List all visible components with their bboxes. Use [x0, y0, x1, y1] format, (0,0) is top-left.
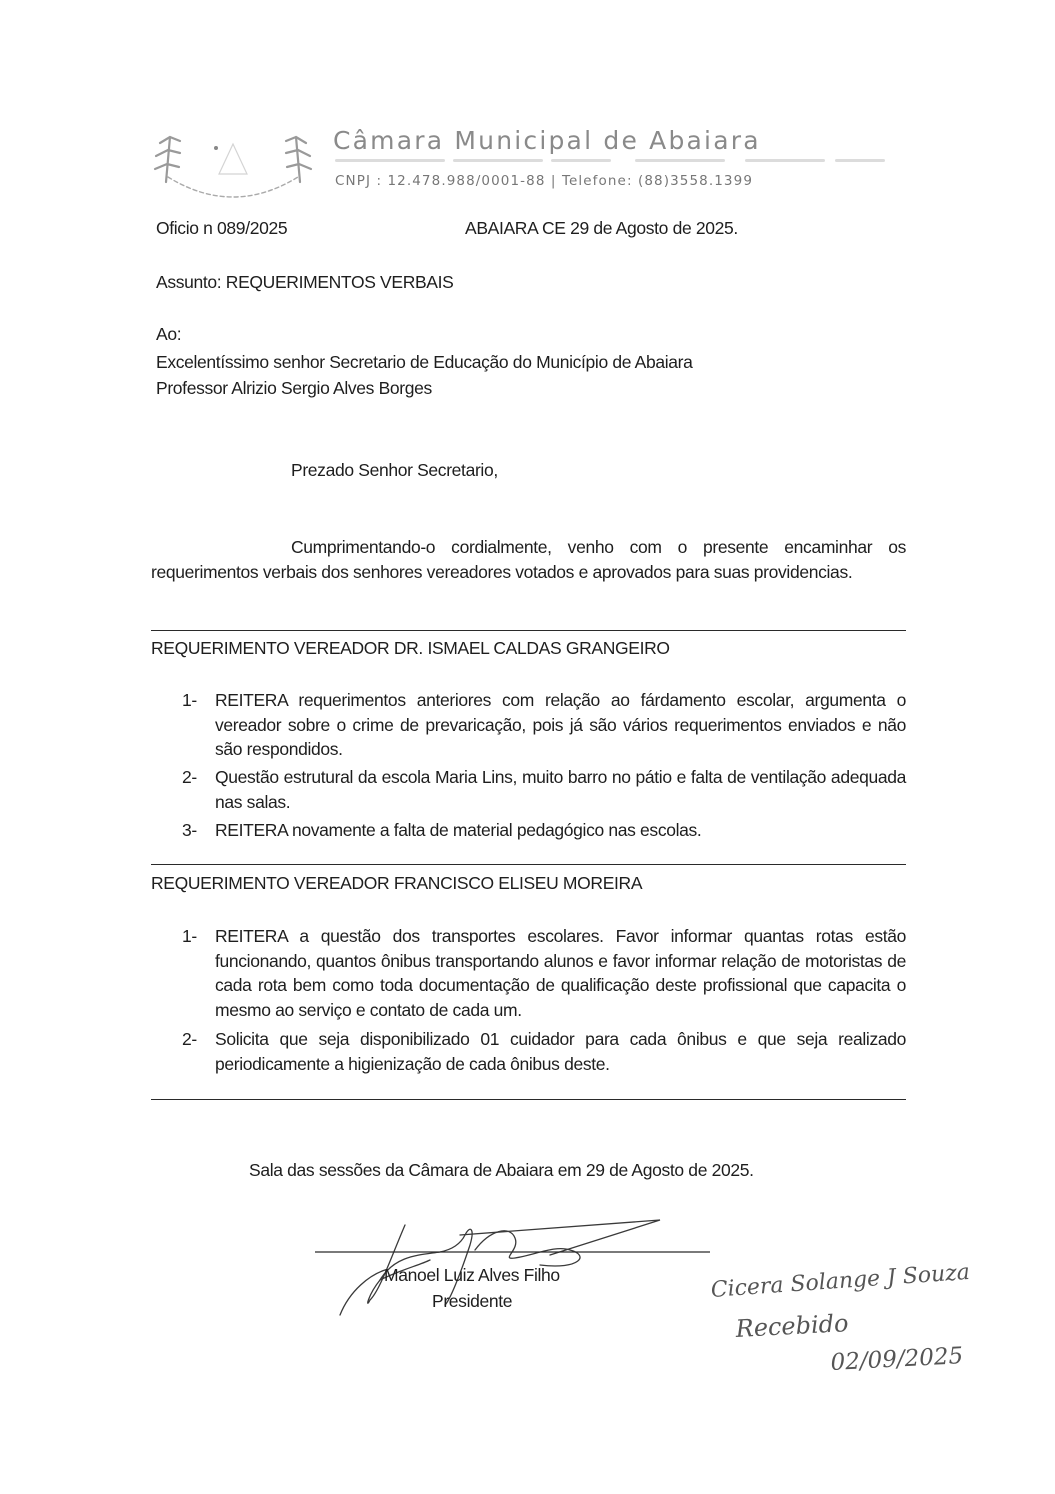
- coat-of-arms-logo-icon: [148, 122, 318, 202]
- section-divider: [151, 1099, 906, 1100]
- request-item: [182, 1027, 906, 1076]
- section-heading: REQUERIMENTO VEREADOR FRANCISCO ELISEU MOREIRA: [151, 873, 643, 893]
- receipt-status: Recebido: [735, 1309, 850, 1343]
- item-number: 2-: [182, 1029, 197, 1049]
- receipt-receiver: Cicera Solange J Souza: [710, 1259, 971, 1303]
- organization-contact: CNPJ : 12.478.988/0001-88 | Telefone: (88)3558.1399: [335, 173, 754, 189]
- item-text: Questão estrutural da escola Maria Lins, muito barro no pátio e falta de ventilação adequada nas salas.: [215, 767, 906, 812]
- session-line: Sala das sessões da Câmara de Abaiara em 29 de Agosto de 2025.: [249, 1160, 754, 1180]
- request-item: [182, 924, 906, 1022]
- organization-address-faded: [335, 157, 895, 165]
- item-text: REITERA novamente a falta de material pedagógico nas escolas.: [215, 820, 702, 840]
- signatory-role: Presidente: [432, 1291, 513, 1311]
- item-text: REITERA a questão dos transportes escolares. Favor informar quantas rotas estão funcionando, quantos ônibus transportando alunos e favor informar relação de motoristas de cada rota bem como toda documentação de qualificação deste profissional que capacita o mesmo ao serviço e contato de cada um.: [215, 926, 906, 1020]
- salutation: Prezado Senhor Secretario,: [291, 460, 498, 480]
- oficio-number: Oficio n 089/2025: [156, 218, 288, 238]
- section-divider: [151, 630, 906, 631]
- section-divider: [151, 864, 906, 865]
- item-number: 1-: [182, 926, 197, 946]
- item-number: 3-: [182, 820, 197, 840]
- recipient-label: Ao:: [156, 324, 182, 344]
- recipient-name: Professor Alrizio Sergio Alves Borges: [156, 378, 432, 398]
- receipt-date: 02/09/2025: [830, 1343, 964, 1376]
- place-date: ABAIARA CE 29 de Agosto de 2025.: [465, 218, 738, 238]
- request-item: [182, 765, 906, 814]
- item-number: 2-: [182, 767, 197, 787]
- request-item: [182, 688, 906, 762]
- organization-name: Câmara Municipal de Abaiara: [333, 126, 761, 155]
- item-text: REITERA requerimentos anteriores com relação ao fárdamento escolar, argumenta o vereador sobre o crime de prevaricação, pois já são vários requerimentos enviados e não são respondidos.: [215, 690, 906, 759]
- item-number: 1-: [182, 690, 197, 710]
- intro-paragraph: Cumprimentando-o cordialmente, venho com o presente encaminhar os requerimentos verbais dos senhores vereadores votados e aprovados para suas providencias.: [151, 537, 906, 582]
- subject: Assunto: REQUERIMENTOS VERBAIS: [156, 272, 454, 292]
- recipient-title: Excelentíssimo senhor Secretario de Educação do Município de Abaiara: [156, 352, 693, 372]
- section-heading: REQUERIMENTO VEREADOR DR. ISMAEL CALDAS GRANGEIRO: [151, 638, 670, 658]
- item-text: Solicita que seja disponibilizado 01 cuidador para cada ônibus e que seja realizado periodicamente a higienização de cada ônibus deste.: [215, 1029, 906, 1074]
- signatory-name: Manoel Luiz Alves Filho: [384, 1265, 560, 1285]
- request-item: [182, 818, 906, 843]
